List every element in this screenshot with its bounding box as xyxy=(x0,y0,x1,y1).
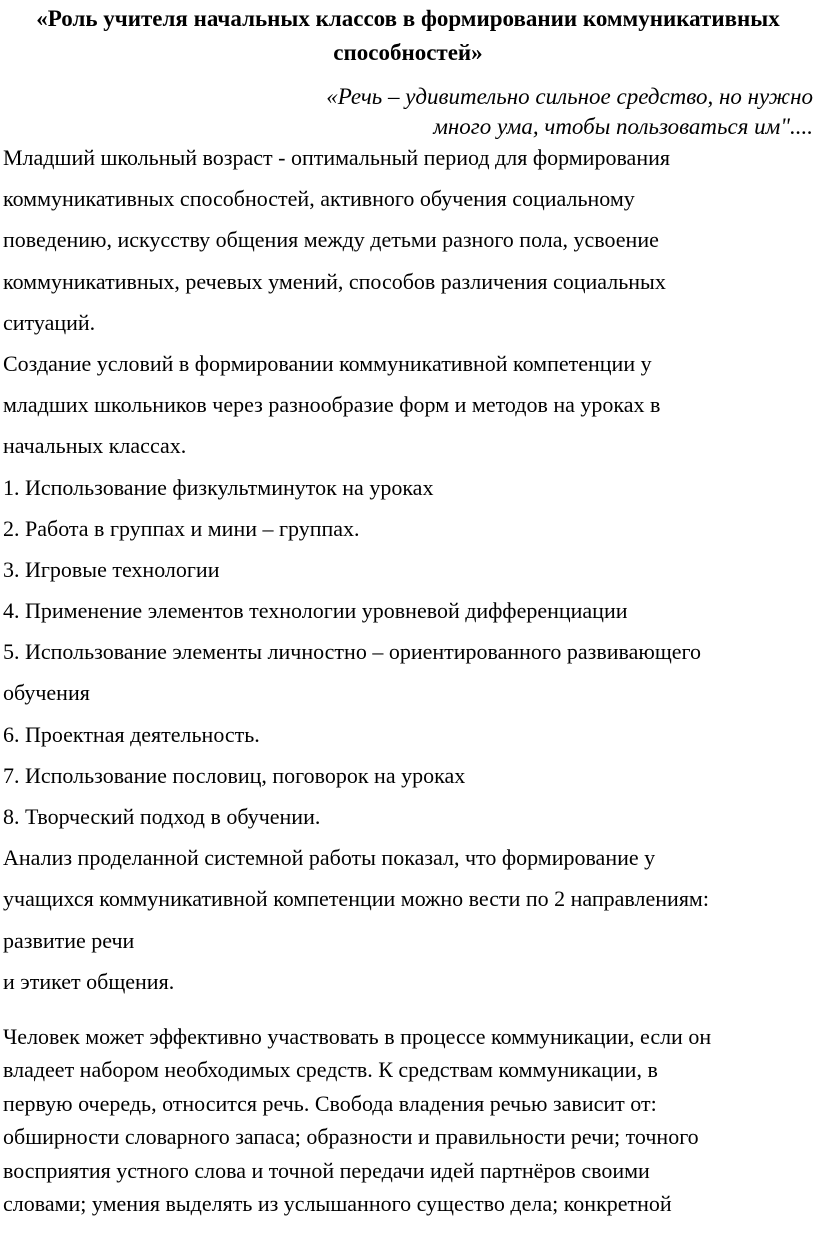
body-line: и этикет общения. xyxy=(3,968,175,994)
body-line: ситуаций. xyxy=(3,309,96,335)
list-item: 4. Применение элементов технологии уровневой дифференциации xyxy=(3,598,628,624)
list-item: 6. Проектная деятельность. xyxy=(3,721,260,747)
body-line: коммуникативных способностей, активного обучения социальному xyxy=(3,186,635,212)
list-item: 1. Использование физкультминуток на уроках xyxy=(3,474,434,500)
title-line-2: способностей» xyxy=(333,40,483,65)
paragraph-line: Человек может эффективно участвовать в процессе коммуникации, если он xyxy=(3,1024,712,1049)
document-title xyxy=(0,2,816,70)
list-item: 7. Использование пословиц, поговорок на уроках xyxy=(3,762,466,788)
list-item: 5. Использование элементы личностно – ориентированного развивающего xyxy=(3,639,701,665)
epigraph xyxy=(253,82,813,142)
list-item: обучения xyxy=(3,680,90,706)
title-line-1: «Роль учителя начальных классов в формировании коммуникативных xyxy=(36,6,780,31)
body-line: коммуникативных, речевых умений, способов различения социальных xyxy=(3,268,666,294)
paragraph-line: обширности словарного запаса; образности и правильности речи; точного xyxy=(3,1124,699,1150)
body-line: младших школьников через разнообразие форм и методов на уроках в xyxy=(3,392,661,418)
epigraph-line-2: много ума, чтобы пользоваться им".... xyxy=(433,114,813,139)
paragraph-line: восприятия устного слова и точной передачи идей партнёров своими xyxy=(3,1157,650,1183)
body-line: Анализ проделанной системной работы показал, что формирование у xyxy=(3,845,656,871)
list-item: 8. Творческий подход в обучении. xyxy=(3,804,321,829)
body-line: начальных классах. xyxy=(3,433,187,459)
final-paragraph xyxy=(3,1020,803,1220)
list-item: 2. Работа в группах и мини – группах. xyxy=(3,515,360,541)
body-line: Младший школьный возраст - оптимальный период для формирования xyxy=(3,145,670,170)
body-line: поведению, искусству общения между детьми разного пола, усвоение xyxy=(3,227,659,253)
epigraph-line-1: «Речь – удивительно сильное средство, но нужно xyxy=(326,84,813,109)
document-body xyxy=(3,137,803,1002)
body-line: Создание условий в формировании коммуникативной компетенции у xyxy=(3,350,652,376)
paragraph-line: словами; умения выделять из услышанного существо дела; конкретной xyxy=(3,1190,672,1216)
body-line: развитие речи xyxy=(3,927,135,953)
paragraph-line: владеет набором необходимых средств. К средствам коммуникации, в xyxy=(3,1057,658,1083)
paragraph-line: первую очередь, относится речь. Свобода владения речью зависит от: xyxy=(3,1090,657,1116)
list-item: 3. Игровые технологии xyxy=(3,556,220,582)
body-line: учащихся коммуникативной компетенции можно вести по 2 направлениям: xyxy=(3,886,709,912)
